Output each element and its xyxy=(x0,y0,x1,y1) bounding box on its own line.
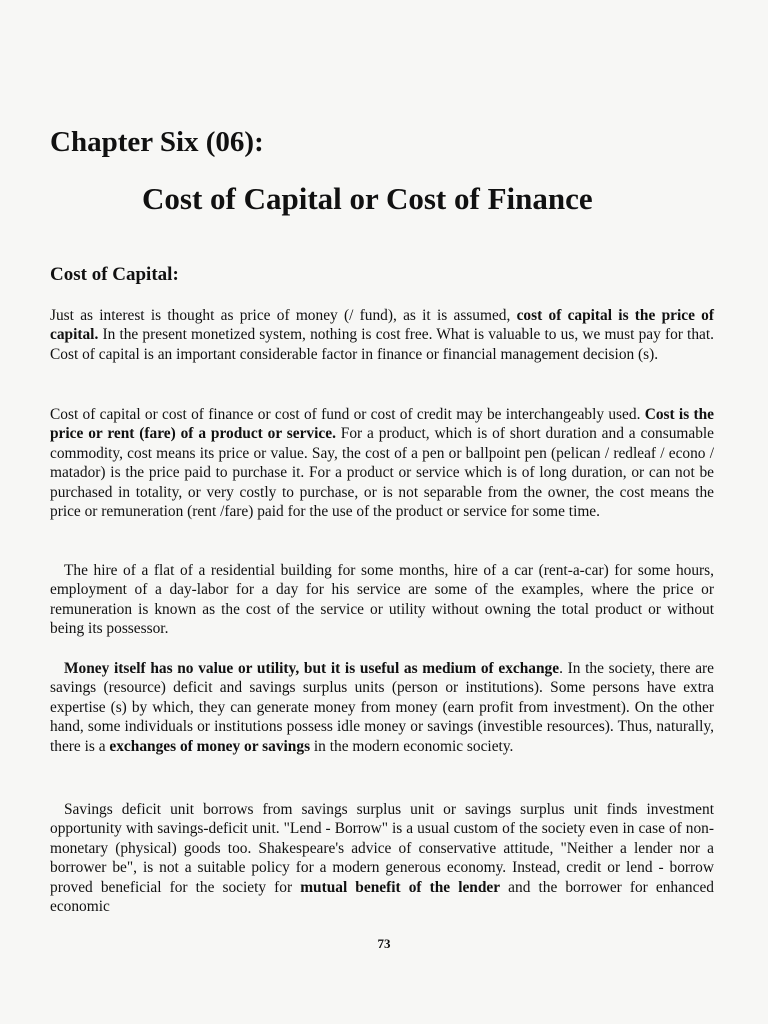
bold-text-run: cost of capital is the price of capital. xyxy=(50,307,714,344)
chapter-heading: Chapter Six (06): xyxy=(50,126,264,158)
paragraph-cost-of-capital-intro xyxy=(50,306,714,364)
paragraph-lend-borrow xyxy=(50,800,714,916)
bold-text-run: exchanges of money or savings xyxy=(109,737,311,755)
text-run: . In the society, there are savings (resource) deficit and savings surplus units (person or institutions). Some persons have extra expertise (s) by which, they can generate money from money (earn profit from investment). On the other hand, some individuals or institutions possess idle money or savings (investible resources). Thus, naturally, there is a xyxy=(50,660,714,755)
chapter-title: Cost of Capital or Cost of Finance xyxy=(142,181,593,216)
text-run: Savings deficit unit borrows from savings surplus unit or savings surplus unit finds investment opportunity with savings-deficit unit. "Lend - Borrow" is a usual custom of the society even in case of non-monetary (physical) goods too. Shakespeare's advice of conservative attitude, "Neither a lender nor a borrower be", is not a suitable policy for a modern generous economy. Instead, credit or lend - borrow proved beneficial for the society for xyxy=(50,801,714,896)
page-number: 73 xyxy=(377,936,391,951)
text-run: Cost of capital or cost of finance or cost of fund or cost of credit may be interchangeably used. xyxy=(50,406,645,423)
paragraph-cost-definition xyxy=(50,405,714,521)
text-run: and the borrower for enhanced economic xyxy=(50,878,714,916)
text-run: Just as interest is thought as price of money (/ fund), as it is assumed, xyxy=(50,307,517,324)
paragraph-money-utility xyxy=(50,659,714,756)
text-run: In the present monetized system, nothing is cost free. What is valuable to us, we must pay for that. Cost of capital is an important considerable factor in finance or financial management decision (s). xyxy=(50,326,714,363)
text-run: in the modern economic society. xyxy=(310,737,514,755)
text-run: The hire of a flat of a residential building for some months, hire of a car (rent-a-car) for some hours, employment of a day-labor for a day for his service are some of the examples, where the price or remuneration is known as the cost of the service or utility without owning the total product or without being its possessor. xyxy=(50,562,714,638)
bold-text-run: Cost is the price or rent (fare) of a product or service. xyxy=(50,406,714,443)
bold-text-run: Money itself has no value or utility, but it is useful as medium of exchange xyxy=(64,660,560,677)
text-run: For a product, which is of short duration and a consumable commodity, cost means its price or value. Say, the cost of a pen or ballpoint pen (pelican / redleaf / econo / matador) is the price paid to purchase it. For a product or service which is of long duration, or can not be purchased in totality, or very costly to purchase, or is not separable from the owner, the cost means the price or remuneration (rent /fare) paid for the use of the product or service for some time. xyxy=(50,425,714,521)
section-heading: Cost of Capital: xyxy=(50,264,179,285)
paragraph-hire-examples xyxy=(50,561,714,639)
bold-text-run: mutual benefit of the lender xyxy=(300,878,501,896)
